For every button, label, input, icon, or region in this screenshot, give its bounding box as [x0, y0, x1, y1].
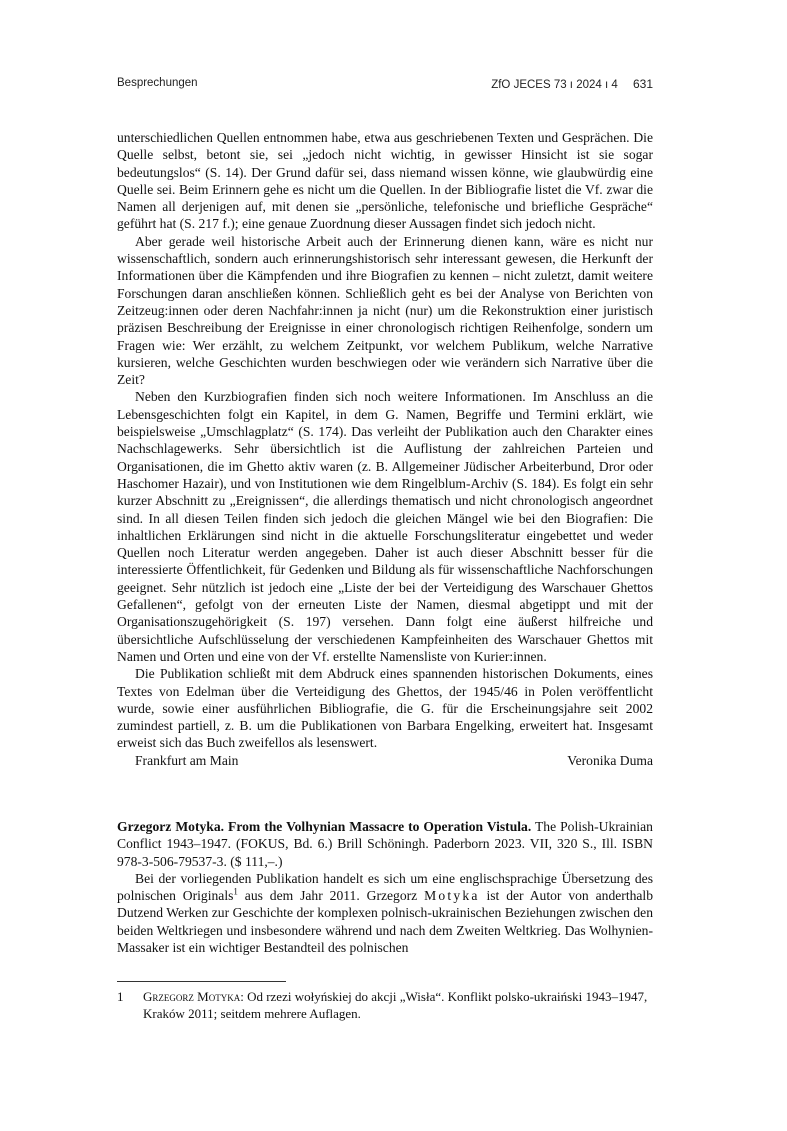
review-text-part-3: ist der Autor von anderthalb Dutzend Werken zur Geschichte der komplexen polnisch-ukrainischen Beziehungen zwischen den beiden Weltkriegen und insbesondere während und nach dem Zweiten Weltkrieg. Das Wolhynien-Massaker ist ein wichtiger Bestandteil des polnischen: [117, 888, 653, 956]
running-header: [117, 77, 653, 93]
book-details: The Polish-Ukrainian Conflict 1943–1947. (FOKUS, Bd. 6.) Brill Schöningh. Paderborn 2023. VII, 320 S., Ill. ISBN 978-3-506-79537-3. ($ 111,–.): [117, 818, 653, 869]
main-text: [117, 129, 653, 956]
author-name-spaced: Motyka: [424, 888, 480, 904]
signature-author: Veronika Duma: [567, 752, 653, 768]
footnote-body: [143, 988, 653, 1022]
footnote-author: Grzegorz Motyka: [143, 989, 241, 1004]
review-signature: [117, 752, 653, 769]
page-number: 631: [632, 77, 653, 91]
review-text-part-2: aus dem Jahr 2011. Grzegorz: [237, 888, 425, 904]
journal-issue: ZfO JECES 73 ı 2024 ı 4: [491, 79, 618, 91]
review-text-part-1: Bei der vorliegenden Publikation handelt es sich um eine englischsprachige Übersetzung des polnischen Originals: [117, 870, 653, 904]
book-title: From the Volhynian Massacre to Operation Vistula.: [228, 818, 532, 834]
footnote-text: : Od rzezi wołyńskiej do akcji „Wisła“. Konflikt polsko-ukraiński 1943–1947, Kraków 2011; seitdem mehrere Auflagen.: [143, 989, 648, 1021]
section-name: Besprechungen: [117, 77, 198, 89]
paragraph-2: Aber gerade weil historische Arbeit auch der Erinnerung dienen kann, wäre es nicht nur wissenschaftlich, sondern auch erinnerungshistorisch sehr interessant gewesen, die Herkunft der Informationen über die Kämpfenden und ihre Biografien zu kennen – nicht zuletzt, damit weitere Forschungen daran anschließen können. Schließlich geht es bei der Analyse von Berichten von Zeitzeug:innen oder deren Nachfahr:innen ja nicht (nur) um die Rekonstruktion einer juristisch präzisen Beschreibung der Ereignisse in einer chronologisch richtigen Reihenfolge, sondern um Fragen wie: Wer erzählt, zu welchem Zeitpunkt, vor welchem Publikum, welche Narrative kursieren, welche Geschichten wurden beschwiegen oder wie verändern sich Narrative über die Zeit?: [117, 233, 653, 388]
footnote-number: 1: [117, 989, 124, 1004]
paragraph-3: Neben den Kurzbiografien finden sich noch weitere Informationen. Im Anschluss an die Lebensgeschichten folgt ein Kapitel, in dem G. Namen, Begriffe und Termini erklärt, wie beispielsweise „Umschlagplatz“ (S. 174). Das verleiht der Publikation auch den Charakter eines Nachschlagewerks. Sehr übersichtlich ist die Auflistung der zahlreichen Parteien und Organisationen, die im Ghetto aktiv waren (z. B. Allgemeiner Jüdischer Arbeiterbund, Dror oder Haschomer Hazair), und von Institutionen wie dem Ringelblum-Archiv (S. 184). Es folgt ein sehr kurzer Abschnitt zu „Ereignissen“, die allerdings thematisch und nicht chronologisch angeordnet sind. In all diesen Teilen finden sich jedoch die gleichen Mängel wie bei den Biografien: Die inhaltlichen Erklärungen sind nicht in die aktuelle Forschungsliteratur eingebettet und weder Quellen noch Literatur werden angegeben. Daher ist auch dieser Abschnitt besser für die interessierte Öffentlichkeit, für Gedenken und Bildung als für wissenschaftliche Nachforschungen geeignet. Sehr nützlich ist jedoch eine „Liste der bei der Verteidigung des Warschauer Ghettos Gefallenen“, gefolgt von der erneuten Liste der Namen, diesmal abgetippt und mit der Organisationszugehörigkeit (S. 197) versehen. Dann folgt eine äußerst hilfreiche und übersichtliche Aufschlüsselung der verschiedenen Kampfeinheiten des Warschauer Ghettos mit Namen und Orten und eine von der Vf. erstellte Namensliste von Kurier:innen.: [117, 389, 653, 664]
footnote: [117, 988, 653, 1022]
book-author: Grzegorz Motyka.: [117, 818, 225, 834]
paragraph-4: Die Publikation schließt mit dem Abdruck eines spannenden historischen Dokuments, eines Textes von Edelman über die Verteidigung des Ghettos, der 1945/46 in Polen veröffentlicht wurde, sowie einer ausführlichen Bibliografie, die G. für die Erscheinungsjahre seit 2002 zumindest partiell, z. B. um die Publikationen von Barbara Engelking, erweitert hat. Insgesamt erweist sich das Buch zweifellos als lesenswert.: [117, 666, 653, 751]
footnote-reference: 1: [233, 886, 238, 897]
book-review-heading: [117, 818, 653, 870]
paragraph-1: unterschiedlichen Quellen entnommen habe, etwa aus geschriebenen Texten und Gesprächen. Die Quelle selbst, betont sie, sei „jedoch nicht wichtig, in gewisser Hinsicht ist sie sogar bedeutungslos“ (S. 14). Der Grund dafür sei, dass niemand wissen könne, wie glaubwürdig eine Quelle sei. Beim Erinnern gehe es nicht um die Quellen. In der Bibliografie listet die Vf. zwar die Namen all derjenigen auf, mit denen sie „persönliche, telefonische und briefliche Gespräche“ geführt hat (S. 217 f.); eine genaue Zuordnung dieser Aussagen findet sich jedoch nicht.: [117, 130, 653, 232]
footnote-divider: [117, 981, 286, 982]
signature-place: Frankfurt am Main: [135, 752, 239, 768]
review-paragraph-1: [117, 870, 653, 956]
journal-info: [491, 77, 653, 91]
